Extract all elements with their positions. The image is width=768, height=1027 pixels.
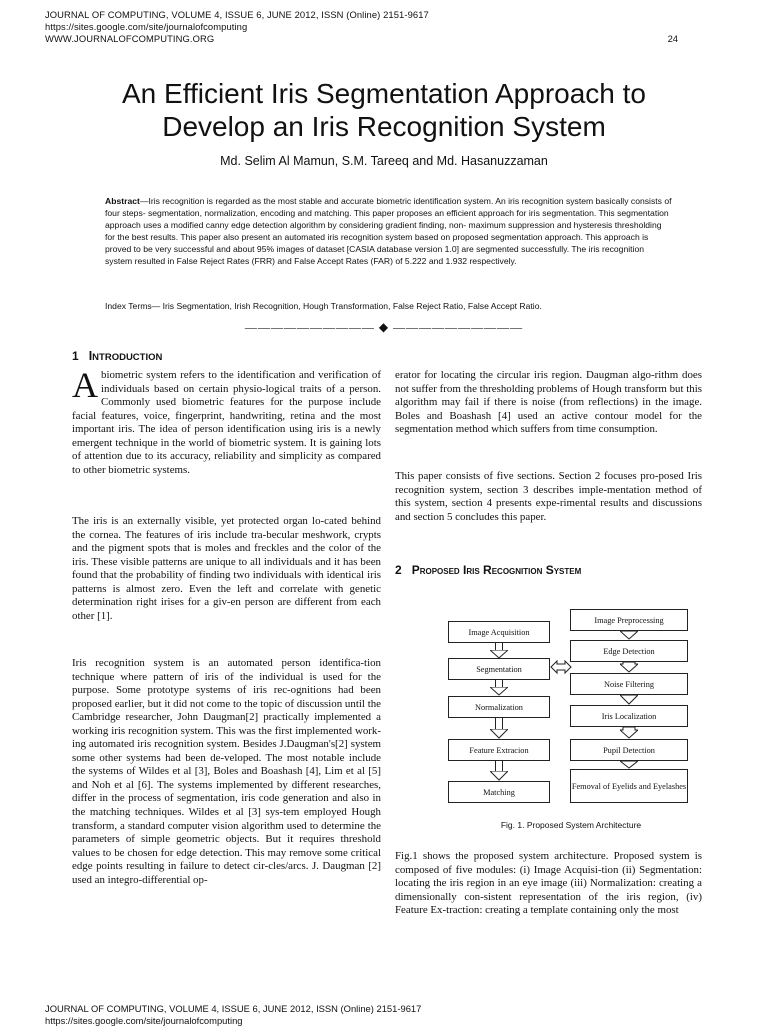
drop-cap: A	[72, 365, 98, 405]
down-arrow-icon	[490, 650, 508, 659]
paper-title	[0, 77, 768, 143]
title-line-2: Develop an Iris Recognition System	[162, 111, 606, 142]
section-1-title: NTRODUCTION	[92, 352, 163, 363]
running-header	[45, 9, 429, 46]
section-2-heading	[395, 563, 581, 577]
down-arrow-icon	[490, 729, 508, 739]
section-1-number: 1	[72, 349, 79, 363]
box-normalization: Normalization	[448, 696, 550, 718]
section-2-paragraph-1: Fig.1 shows the proposed system architecture. Proposed system is composed of five modules: (i) Image Acquisi-tion (ii) Segmentation: locating the iris region in an eye image (iii) Normalization: creating a dimensionally con-sistent representation of the iris region, (iv) Feature Ex-traction: creating a template containing only the most	[395, 850, 702, 917]
down-arrow-icon	[490, 687, 508, 696]
footer-url-line[interactable]: https://sites.google.com/site/journalofcomputing	[45, 1015, 243, 1027]
figure-caption: Fig. 1. Proposed System Architecture	[500, 820, 642, 830]
journal-url-line[interactable]: https://sites.google.com/site/journalofcomputing	[45, 21, 248, 33]
system-architecture-diagram	[440, 605, 702, 805]
down-arrow-icon	[620, 727, 638, 739]
authors: Md. Selim Al Mamun, S.M. Tareeq and Md. Hasanuzzaman	[220, 154, 548, 168]
section-2-title: Proposed Iris Recognition System	[411, 563, 582, 577]
box-edge-detection: Edge Detection	[570, 640, 688, 662]
box-pupil-detection: Pupil Detection	[570, 739, 688, 761]
journal-www-line[interactable]: WWW.JOURNALOFCOMPUTING.ORG	[45, 33, 215, 45]
box-removal-eyelids: Femoval of Eyelids and Eyelashes	[570, 769, 688, 803]
intro-paragraph-5: This paper consists of five sections. Section 2 focuses pro-posed Iris recognition system, section 3 describes imple-mentation method of this system, section 4 presents expe-rimental results and discussions and section 5 concludes this paper.	[395, 470, 702, 523]
intro-paragraph-3: Iris recognition system is an automated person identifica-tion technique where pattern of iris of the individual is used for the purpose. Some prototype systems of iris rec-ognitions had been proposed earlier, but it did not come to the topic of discussion until the Cambridge researcher, John Daugman[2] practically implemented a working iris recognition system. This was the first implemented work-ing automated iris recognition system. Besides J.Daugman's[2] system some other systems had been de-veloped. The most notable include the systems of Wildes et al [3], Boles and Boashash [4], Lim et al [5] and Noh et al [6]. The systems implemented by different researches, differ in the process of segmentation, iris code generation and also in the matching techniques. Wildes et al [3] sys-tem employed Hough transform, a standard computer vision algorithm used to determine the parameters of simple geometric objects. But it requires threshold values to be chosen for edge detection. This may remove some critical edge points resulting in failure to detect cir-cles/arcs. J. Daugman [2] used an integro-differential op-	[72, 657, 381, 886]
intro-paragraph-4: erator for locating the circular iris region. Daugman algo-rithm does not suffer from the thresholding problems of Hough transform but this algorithm may fail if there is noise (from reflections) in the image. Boles and Boashash [4] used an active contour model for the segmentation method which suffers from time consumption.	[395, 369, 702, 436]
title-line-1: An Efficient Iris Segmentation Approach to	[121, 78, 646, 109]
down-arrow-icon	[620, 695, 638, 705]
intro-paragraph-2: The iris is an externally visible, yet protected organ lo-cated behind the cornea. The features of iris include tra-becular meshwork, crypts and the pigment spots that is moles and freckles and the color of the iris. These visible patterns are unique to all individuals and it has been found that the probability of finding two individuals with identical iris patterns is almost zero. Even the left and correlate with genetic determination right irises for a giv-en person are different from each other [1].	[72, 515, 381, 622]
box-segmentation: Segmentation	[448, 658, 550, 680]
box-image-acquisition: Image Acquisition	[448, 621, 550, 643]
running-footer	[45, 1003, 421, 1027]
box-iris-localization: Iris Localization	[570, 705, 688, 727]
down-arrow-icon	[490, 771, 508, 781]
section-1-heading	[72, 349, 162, 363]
down-arrow-icon	[620, 631, 638, 640]
page-number: 24	[667, 33, 678, 44]
box-matching: Matching	[448, 781, 550, 803]
abstract-text: —Iris recognition is regarded as the most stable and accurate biometric identification system. An iris recognition system basically consists of four steps- segmentation, normalization, encoding and matching. This paper proposes an efficient approach for iris segmentation. This segmentation approach uses a modified canny edge detection algorithm by considering gradient finding, non- maximum suppression and hysteresis thresholding for the best results. This paper also present an automated iris recognition system based on proposed segmentation approach. This approach is proved to be very successful and about 95% images of dataset [CASIA database version 1.0] are segmented successfully. The iris recognition system resulted in False Reject Rates (FRR) and False Accept Rates (FAR) of 5.222 and 1.932 respectively.	[105, 196, 672, 267]
index-terms: Index Terms— Iris Segmentation, Irish Recognition, Hough Transformation, False Reject Ratio, False Accept Ratio.	[105, 301, 542, 311]
box-image-preprocessing: Image Preprocessing	[570, 609, 688, 631]
section-2-number: 2	[395, 563, 402, 577]
intro-paragraph-1	[72, 365, 381, 477]
box-feature-extraction: Feature Extracion	[448, 739, 550, 761]
abstract-label: Abstract	[105, 196, 140, 206]
box-noise-filtering: Noise Filtering	[570, 673, 688, 695]
down-arrow-icon	[620, 761, 638, 769]
journal-header-line: JOURNAL OF COMPUTING, VOLUME 4, ISSUE 6, JUNE 2012, ISSN (Online) 2151-9617	[45, 9, 429, 20]
down-arrow-icon	[620, 662, 638, 673]
abstract	[105, 195, 673, 268]
section-1-initial: I	[88, 349, 93, 363]
footer-journal-line: JOURNAL OF COMPUTING, VOLUME 4, ISSUE 6, JUNE 2012, ISSN (Online) 2151-9617	[45, 1003, 422, 1014]
section-separator: —————————— ◆ ——————————	[244, 320, 524, 334]
intro-paragraph-1-text: biometric system refers to the identification and verification of individuals based on certain physio-logical traits of a person. Commonly used biometric features for the purpose include facial features, voice, fingerprint, handwriting, retina and the most important iris. The idea of person identification using iris is a newly emergent technique in the world of biometric system. It is gaining lots of attention due to its accuracy, reliability and simplicity as compared to other biometric systems.	[72, 369, 381, 476]
double-arrow-icon	[550, 659, 572, 675]
